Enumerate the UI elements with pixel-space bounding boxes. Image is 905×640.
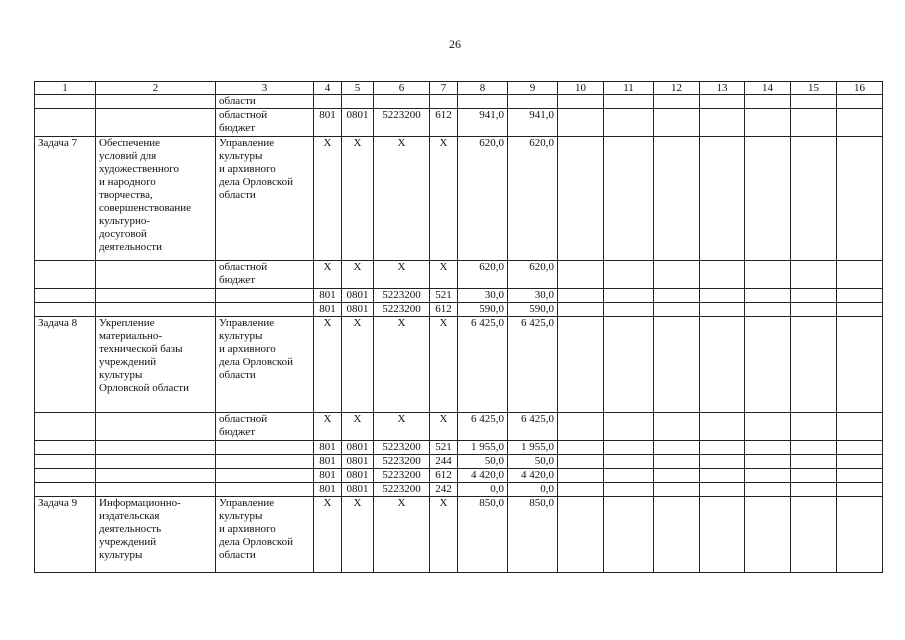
task-number-cell — [35, 483, 96, 497]
empty-cell — [654, 441, 700, 455]
executor-cell — [216, 455, 314, 469]
executor-cell: Управление культуры и архивного дела Орловской области — [216, 317, 314, 413]
empty-cell — [837, 483, 883, 497]
amount-year-cell: 4 420,0 — [508, 469, 558, 483]
empty-cell — [791, 483, 837, 497]
amount-total-cell: 4 420,0 — [458, 469, 508, 483]
empty-cell — [604, 455, 654, 469]
task-description-cell — [96, 109, 216, 137]
amount-total-cell: 6 425,0 — [458, 413, 508, 441]
task-description-cell — [96, 441, 216, 455]
code-csr-cell — [374, 95, 430, 109]
empty-cell — [837, 289, 883, 303]
code-csr-cell: 5223200 — [374, 455, 430, 469]
task-description-cell — [96, 261, 216, 289]
column-header: 14 — [745, 82, 791, 95]
code-grbs-cell: 801 — [314, 289, 342, 303]
executor-cell — [216, 303, 314, 317]
column-header: 13 — [700, 82, 745, 95]
empty-cell — [745, 109, 791, 137]
task-number-cell — [35, 413, 96, 441]
empty-cell — [745, 469, 791, 483]
amount-total-cell: 941,0 — [458, 109, 508, 137]
column-header: 7 — [430, 82, 458, 95]
empty-cell — [604, 497, 654, 573]
empty-cell — [654, 317, 700, 413]
amount-total-cell: 620,0 — [458, 137, 508, 261]
empty-cell — [604, 95, 654, 109]
amount-year-cell: 0,0 — [508, 483, 558, 497]
code-grbs-cell: X — [314, 261, 342, 289]
task-number-cell — [35, 303, 96, 317]
table-row — [35, 483, 883, 497]
task-number-cell: Задача 8 — [35, 317, 96, 413]
amount-year-cell: 620,0 — [508, 137, 558, 261]
empty-cell — [604, 109, 654, 137]
empty-cell — [558, 109, 604, 137]
code-rzpr-cell: 0801 — [342, 455, 374, 469]
empty-cell — [700, 413, 745, 441]
table-row — [35, 303, 883, 317]
task-description-cell — [96, 413, 216, 441]
empty-cell — [837, 303, 883, 317]
code-vr-cell: 521 — [430, 289, 458, 303]
empty-cell — [654, 289, 700, 303]
code-rzpr-cell: X — [342, 413, 374, 441]
empty-cell — [837, 317, 883, 413]
column-header: 3 — [216, 82, 314, 95]
amount-year-cell: 850,0 — [508, 497, 558, 573]
code-vr-cell: 244 — [430, 455, 458, 469]
task-number-cell — [35, 289, 96, 303]
empty-cell — [558, 469, 604, 483]
code-rzpr-cell: 0801 — [342, 303, 374, 317]
table-row — [35, 137, 883, 261]
empty-cell — [700, 109, 745, 137]
empty-cell — [837, 261, 883, 289]
empty-cell — [558, 137, 604, 261]
empty-cell — [837, 441, 883, 455]
task-description-cell: Укрепление материально- технической базы учреждений культуры Орловской области — [96, 317, 216, 413]
code-grbs-cell: X — [314, 137, 342, 261]
code-vr-cell: X — [430, 137, 458, 261]
table-row — [35, 289, 883, 303]
amount-year-cell: 30,0 — [508, 289, 558, 303]
empty-cell — [791, 455, 837, 469]
empty-cell — [604, 289, 654, 303]
empty-cell — [745, 483, 791, 497]
code-grbs-cell: 801 — [314, 455, 342, 469]
amount-year-cell — [508, 95, 558, 109]
table-body — [35, 82, 883, 573]
empty-cell — [700, 289, 745, 303]
code-vr-cell: 521 — [430, 441, 458, 455]
amount-total-cell: 30,0 — [458, 289, 508, 303]
amount-total-cell: 590,0 — [458, 303, 508, 317]
empty-cell — [745, 261, 791, 289]
executor-cell — [216, 289, 314, 303]
table-row — [35, 317, 883, 413]
empty-cell — [745, 303, 791, 317]
empty-cell — [745, 137, 791, 261]
empty-cell — [604, 317, 654, 413]
empty-cell — [654, 469, 700, 483]
empty-cell — [700, 441, 745, 455]
column-header: 11 — [604, 82, 654, 95]
code-csr-cell: 5223200 — [374, 109, 430, 137]
code-vr-cell: 612 — [430, 469, 458, 483]
empty-cell — [558, 497, 604, 573]
code-vr-cell: X — [430, 261, 458, 289]
task-number-cell — [35, 109, 96, 137]
amount-total-cell: 620,0 — [458, 261, 508, 289]
empty-cell — [558, 261, 604, 289]
column-header: 12 — [654, 82, 700, 95]
empty-cell — [745, 441, 791, 455]
executor-cell: областной бюджет — [216, 261, 314, 289]
code-grbs-cell: 801 — [314, 441, 342, 455]
task-description-cell — [96, 289, 216, 303]
empty-cell — [604, 413, 654, 441]
empty-cell — [558, 441, 604, 455]
empty-cell — [837, 137, 883, 261]
column-header: 1 — [35, 82, 96, 95]
task-description-cell — [96, 95, 216, 109]
empty-cell — [558, 95, 604, 109]
code-grbs-cell: 801 — [314, 483, 342, 497]
empty-cell — [558, 289, 604, 303]
executor-cell: областной бюджет — [216, 413, 314, 441]
executor-cell — [216, 441, 314, 455]
empty-cell — [700, 261, 745, 289]
empty-cell — [558, 483, 604, 497]
code-vr-cell: 612 — [430, 109, 458, 137]
column-header: 4 — [314, 82, 342, 95]
column-header: 15 — [791, 82, 837, 95]
code-vr-cell: X — [430, 317, 458, 413]
column-header: 9 — [508, 82, 558, 95]
empty-cell — [604, 303, 654, 317]
code-grbs-cell: 801 — [314, 469, 342, 483]
code-vr-cell: X — [430, 413, 458, 441]
empty-cell — [604, 469, 654, 483]
amount-total-cell — [458, 95, 508, 109]
code-csr-cell: 5223200 — [374, 441, 430, 455]
empty-cell — [700, 303, 745, 317]
task-description-cell: Информационно- издательская деятельность учреждений культуры — [96, 497, 216, 573]
empty-cell — [604, 261, 654, 289]
empty-cell — [654, 497, 700, 573]
amount-year-cell: 6 425,0 — [508, 317, 558, 413]
budget-table — [34, 81, 883, 573]
table-row — [35, 469, 883, 483]
empty-cell — [745, 413, 791, 441]
empty-cell — [837, 455, 883, 469]
task-description-cell — [96, 483, 216, 497]
column-header: 8 — [458, 82, 508, 95]
amount-year-cell: 620,0 — [508, 261, 558, 289]
executor-cell — [216, 469, 314, 483]
empty-cell — [654, 261, 700, 289]
empty-cell — [604, 441, 654, 455]
executor-cell: Управление культуры и архивного дела Орловской области — [216, 137, 314, 261]
code-grbs-cell: 801 — [314, 109, 342, 137]
task-number-cell — [35, 455, 96, 469]
empty-cell — [700, 317, 745, 413]
empty-cell — [558, 317, 604, 413]
task-description-cell: Обеспечение условий для художественного и народного творчества, совершенствование культурно- досуговой деятельности — [96, 137, 216, 261]
task-number-cell — [35, 95, 96, 109]
empty-cell — [837, 497, 883, 573]
code-rzpr-cell: 0801 — [342, 289, 374, 303]
code-csr-cell: X — [374, 497, 430, 573]
task-number-cell — [35, 469, 96, 483]
code-csr-cell: 5223200 — [374, 303, 430, 317]
empty-cell — [745, 455, 791, 469]
empty-cell — [700, 137, 745, 261]
empty-cell — [837, 95, 883, 109]
code-rzpr-cell: X — [342, 497, 374, 573]
table-row — [35, 455, 883, 469]
empty-cell — [654, 483, 700, 497]
empty-cell — [791, 317, 837, 413]
empty-cell — [791, 137, 837, 261]
amount-year-cell: 590,0 — [508, 303, 558, 317]
amount-year-cell: 50,0 — [508, 455, 558, 469]
code-vr-cell: 242 — [430, 483, 458, 497]
empty-cell — [558, 455, 604, 469]
code-vr-cell: 612 — [430, 303, 458, 317]
empty-cell — [791, 95, 837, 109]
header-row — [35, 82, 883, 95]
column-header: 5 — [342, 82, 374, 95]
empty-cell — [654, 95, 700, 109]
code-rzpr-cell — [342, 95, 374, 109]
empty-cell — [791, 497, 837, 573]
empty-cell — [558, 413, 604, 441]
empty-cell — [604, 483, 654, 497]
task-number-cell: Задача 7 — [35, 137, 96, 261]
code-grbs-cell: X — [314, 317, 342, 413]
amount-total-cell: 1 955,0 — [458, 441, 508, 455]
code-vr-cell — [430, 95, 458, 109]
executor-cell: Управление культуры и архивного дела Орловской области — [216, 497, 314, 573]
code-csr-cell: 5223200 — [374, 289, 430, 303]
empty-cell — [654, 137, 700, 261]
code-csr-cell: X — [374, 413, 430, 441]
empty-cell — [654, 303, 700, 317]
code-rzpr-cell: 0801 — [342, 469, 374, 483]
code-csr-cell: X — [374, 317, 430, 413]
empty-cell — [837, 109, 883, 137]
empty-cell — [745, 497, 791, 573]
task-number-cell — [35, 441, 96, 455]
empty-cell — [700, 483, 745, 497]
amount-year-cell: 941,0 — [508, 109, 558, 137]
executor-cell: областной бюджет — [216, 109, 314, 137]
empty-cell — [837, 413, 883, 441]
code-rzpr-cell: 0801 — [342, 109, 374, 137]
empty-cell — [654, 413, 700, 441]
empty-cell — [700, 455, 745, 469]
empty-cell — [791, 261, 837, 289]
code-csr-cell: 5223200 — [374, 469, 430, 483]
empty-cell — [700, 95, 745, 109]
table-row — [35, 497, 883, 573]
column-header: 16 — [837, 82, 883, 95]
amount-total-cell: 6 425,0 — [458, 317, 508, 413]
empty-cell — [700, 497, 745, 573]
code-rzpr-cell: 0801 — [342, 441, 374, 455]
empty-cell — [745, 95, 791, 109]
code-csr-cell: X — [374, 261, 430, 289]
amount-year-cell: 1 955,0 — [508, 441, 558, 455]
empty-cell — [791, 441, 837, 455]
empty-cell — [700, 469, 745, 483]
code-vr-cell: X — [430, 497, 458, 573]
task-number-cell: Задача 9 — [35, 497, 96, 573]
table-row — [35, 95, 883, 109]
task-description-cell — [96, 455, 216, 469]
empty-cell — [604, 137, 654, 261]
task-description-cell — [96, 303, 216, 317]
column-header: 10 — [558, 82, 604, 95]
task-number-cell — [35, 261, 96, 289]
executor-cell: области — [216, 95, 314, 109]
task-description-cell — [96, 469, 216, 483]
amount-total-cell: 0,0 — [458, 483, 508, 497]
empty-cell — [745, 289, 791, 303]
code-rzpr-cell: 0801 — [342, 483, 374, 497]
empty-cell — [791, 109, 837, 137]
table-row — [35, 413, 883, 441]
amount-total-cell: 50,0 — [458, 455, 508, 469]
code-grbs-cell: 801 — [314, 303, 342, 317]
executor-cell — [216, 483, 314, 497]
empty-cell — [791, 413, 837, 441]
code-grbs-cell: X — [314, 413, 342, 441]
table-row — [35, 109, 883, 137]
table-row — [35, 261, 883, 289]
empty-cell — [791, 289, 837, 303]
code-rzpr-cell: X — [342, 317, 374, 413]
code-rzpr-cell: X — [342, 261, 374, 289]
empty-cell — [791, 469, 837, 483]
code-rzpr-cell: X — [342, 137, 374, 261]
empty-cell — [791, 303, 837, 317]
code-csr-cell: 5223200 — [374, 483, 430, 497]
empty-cell — [558, 303, 604, 317]
code-csr-cell: X — [374, 137, 430, 261]
amount-total-cell: 850,0 — [458, 497, 508, 573]
empty-cell — [837, 469, 883, 483]
code-grbs-cell: X — [314, 497, 342, 573]
empty-cell — [654, 455, 700, 469]
column-header: 2 — [96, 82, 216, 95]
table-row — [35, 441, 883, 455]
column-header: 6 — [374, 82, 430, 95]
page-number: 26 — [449, 37, 461, 51]
empty-cell — [654, 109, 700, 137]
code-grbs-cell — [314, 95, 342, 109]
empty-cell — [745, 317, 791, 413]
amount-year-cell: 6 425,0 — [508, 413, 558, 441]
